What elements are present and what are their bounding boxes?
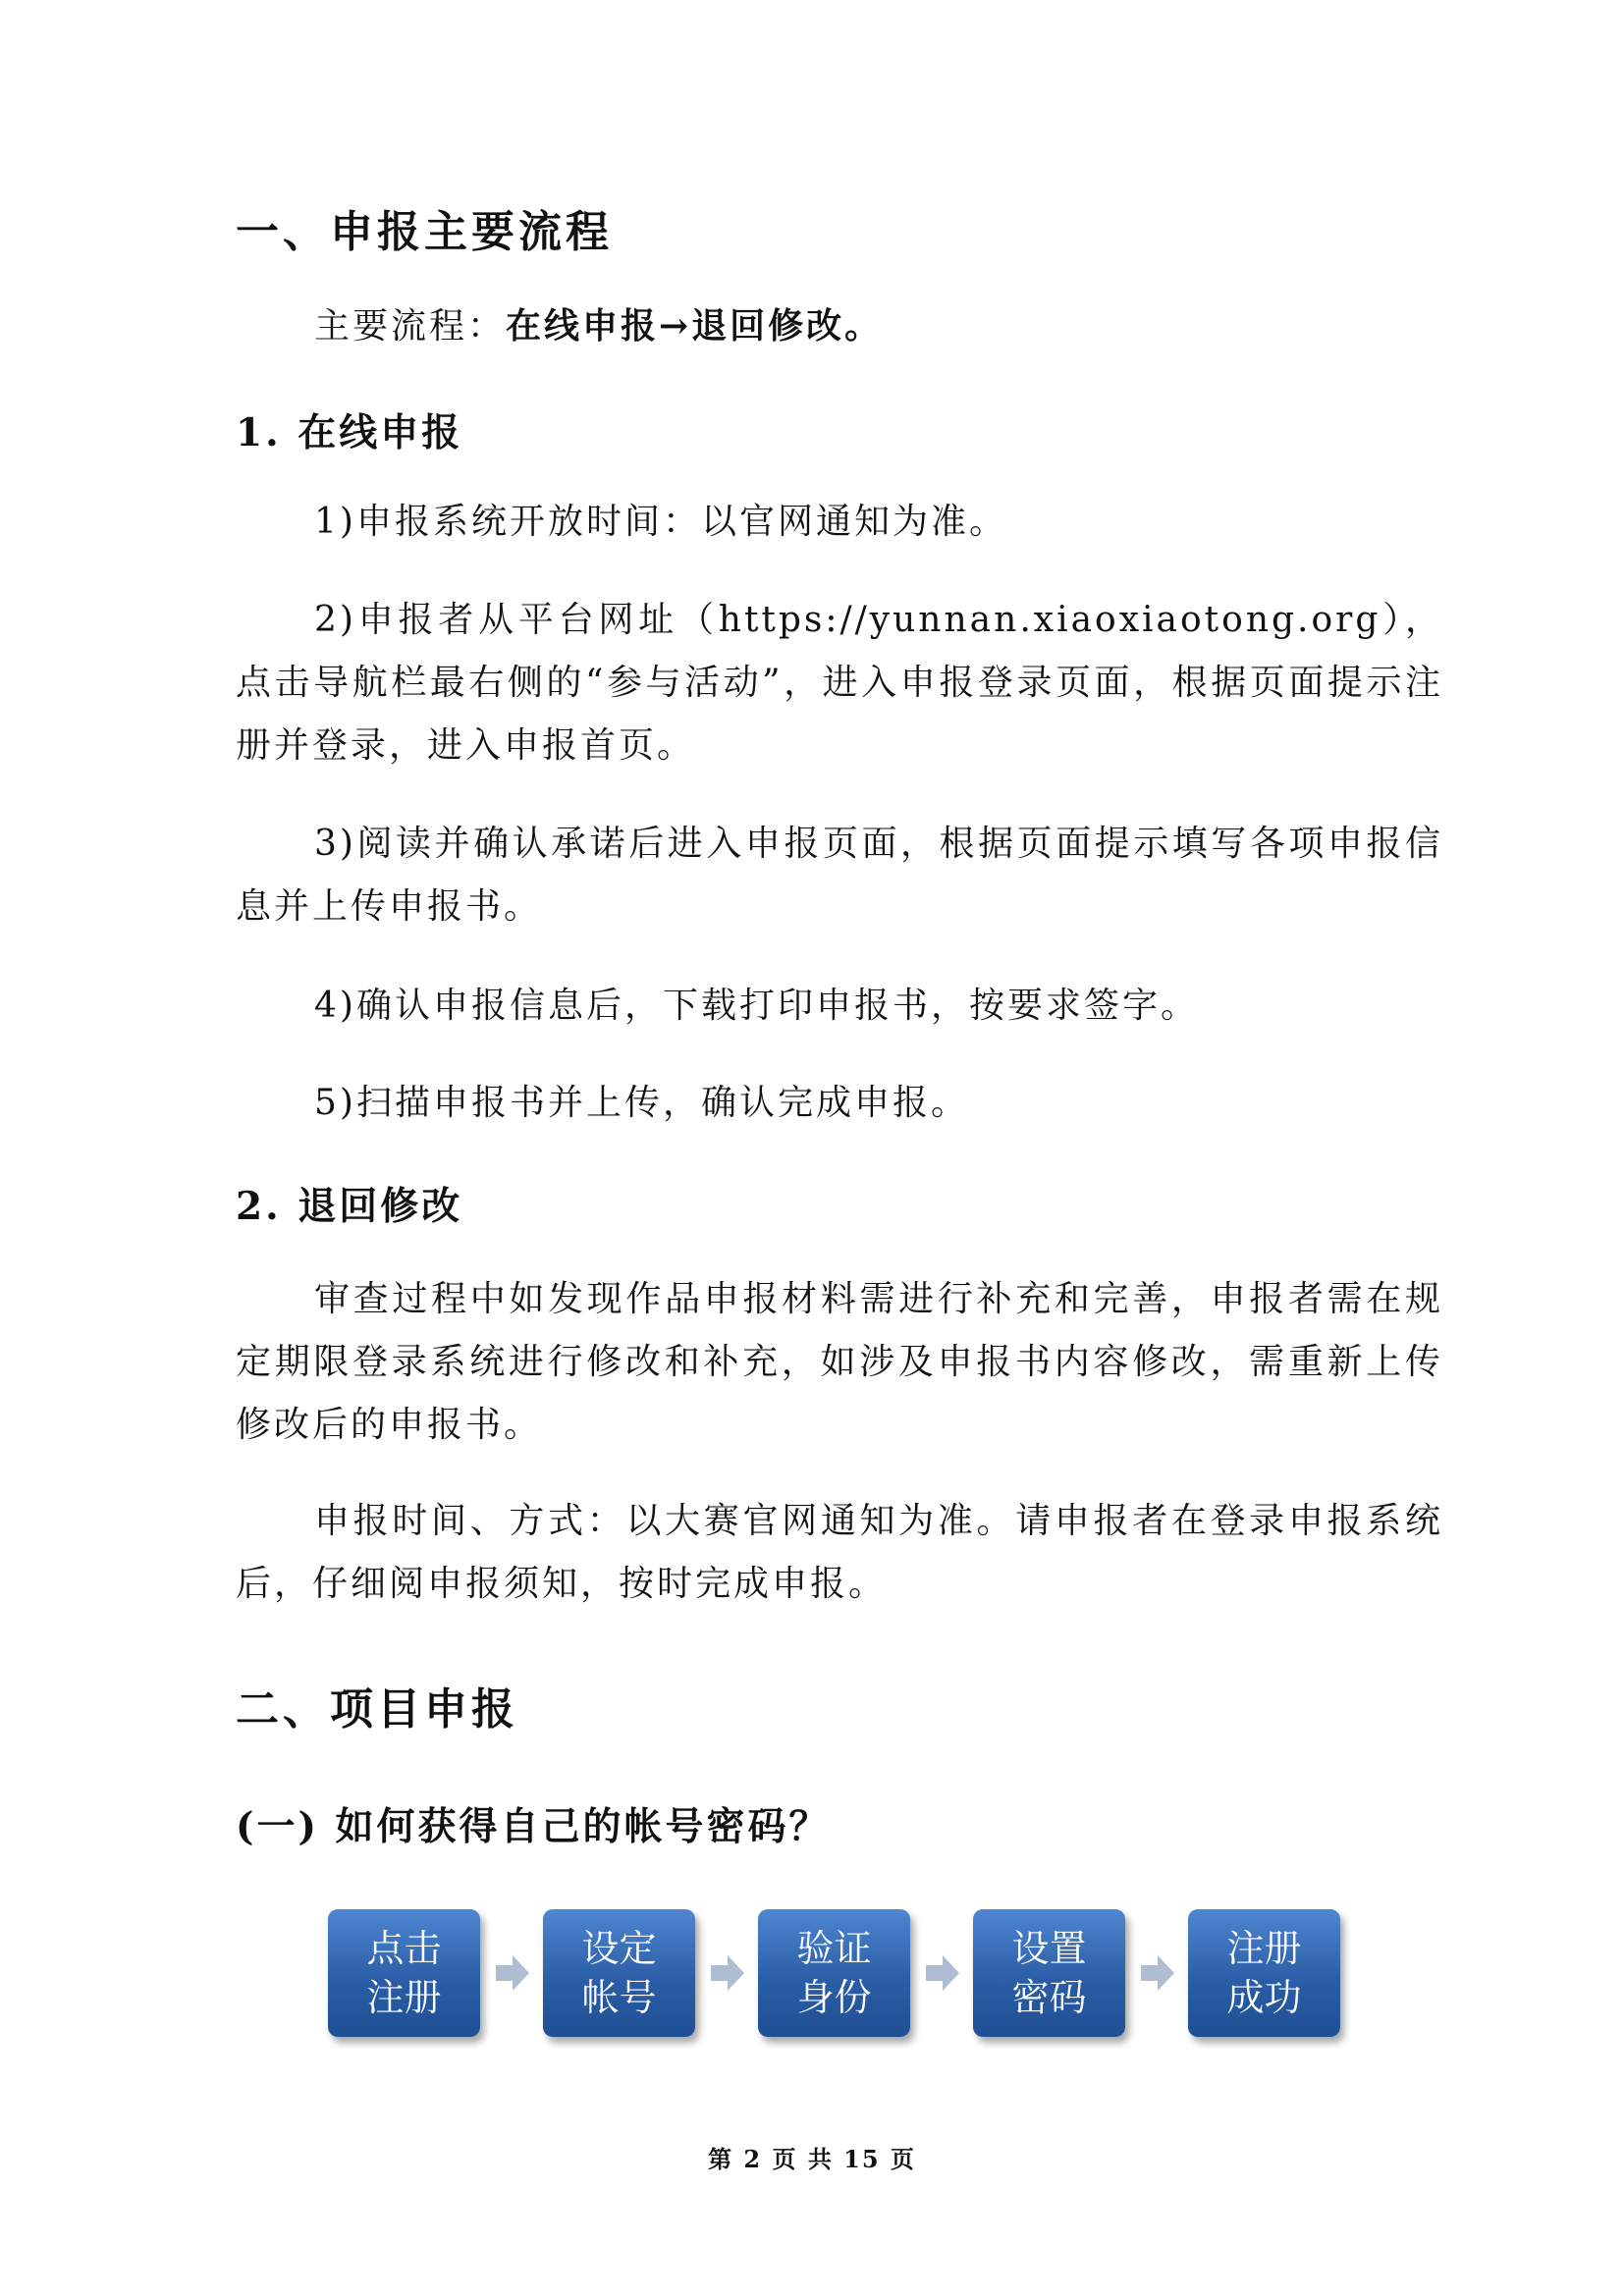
flow-arrow-icon xyxy=(926,1955,959,1991)
flow-step-text: 设置 xyxy=(1011,1927,1087,1970)
flow-step-register-success xyxy=(1188,1909,1340,2037)
subsection-return-heading: 2. 退回修改 xyxy=(236,1184,463,1229)
account-password-heading: (一) 如何获得自己的帐号密码？ xyxy=(236,1804,831,1849)
section-2-heading: 二、项目申报 xyxy=(236,1684,518,1735)
flow-step-text: 密码 xyxy=(1011,1976,1087,2019)
return-paragraph: 申报时间、方式：以大赛官网通知为准。请申报者在登录申报系统后，仔细阅申报须知，按时完成申报。 xyxy=(236,1501,1443,1604)
flow-arrow-icon xyxy=(496,1955,529,1991)
flow-step-text: 注册 xyxy=(366,1976,442,2019)
flow-step-set-password xyxy=(973,1909,1125,2037)
flow-step-click-register xyxy=(328,1909,480,2037)
flow-step-verify-identity xyxy=(758,1909,910,2037)
subsection-online-heading: 1. 在线申报 xyxy=(236,410,463,455)
main-flow-label: 主要流程： xyxy=(314,306,507,347)
registration-flow-diagram xyxy=(328,1909,1339,2039)
list-item: 4)确认申报信息后，下载打印申报书，按要求签字。 xyxy=(314,986,1199,1026)
flow-step-text: 点击 xyxy=(366,1927,442,1970)
main-flow-line xyxy=(236,294,1443,358)
section-1-heading: 一、申报主要流程 xyxy=(236,207,613,257)
page-number: 第 2 页 共 15 页 xyxy=(708,2145,916,2173)
list-item: 2)申报者从平台网址（https://yunnan.xiaoxiaotong.org），点击导航栏最右侧的“参与活动”，进入申报登录页面，根据页面提示注册并登录，进入申报首页。 xyxy=(236,600,1443,766)
main-flow-value: 在线申报→退回修改。 xyxy=(506,305,884,347)
flow-step-text: 身份 xyxy=(796,1976,872,2019)
flow-step-text: 成功 xyxy=(1226,1976,1302,2019)
flow-step-text: 帐号 xyxy=(581,1976,657,2019)
list-item: 5)扫描申报书并上传，确认完成申报。 xyxy=(314,1083,969,1123)
flow-step-text: 注册 xyxy=(1226,1927,1302,1970)
return-paragraph: 审查过程中如发现作品申报材料需进行补充和完善，申报者需在规定期限登录系统进行修改和补充，如涉及申报书内容修改，需重新上传修改后的申报书。 xyxy=(236,1279,1443,1445)
flow-step-text: 验证 xyxy=(796,1927,872,1970)
flow-step-set-account xyxy=(543,1909,695,2037)
list-item: 1)申报系统开放时间：以官网通知为准。 xyxy=(314,502,1007,542)
flow-arrow-icon xyxy=(1141,1955,1174,1991)
flow-arrow-icon xyxy=(711,1955,744,1991)
flow-step-text: 设定 xyxy=(581,1927,657,1970)
list-item: 3)阅读并确认承诺后进入申报页面，根据页面提示填写各项申报信息并上传申报书。 xyxy=(236,824,1443,927)
